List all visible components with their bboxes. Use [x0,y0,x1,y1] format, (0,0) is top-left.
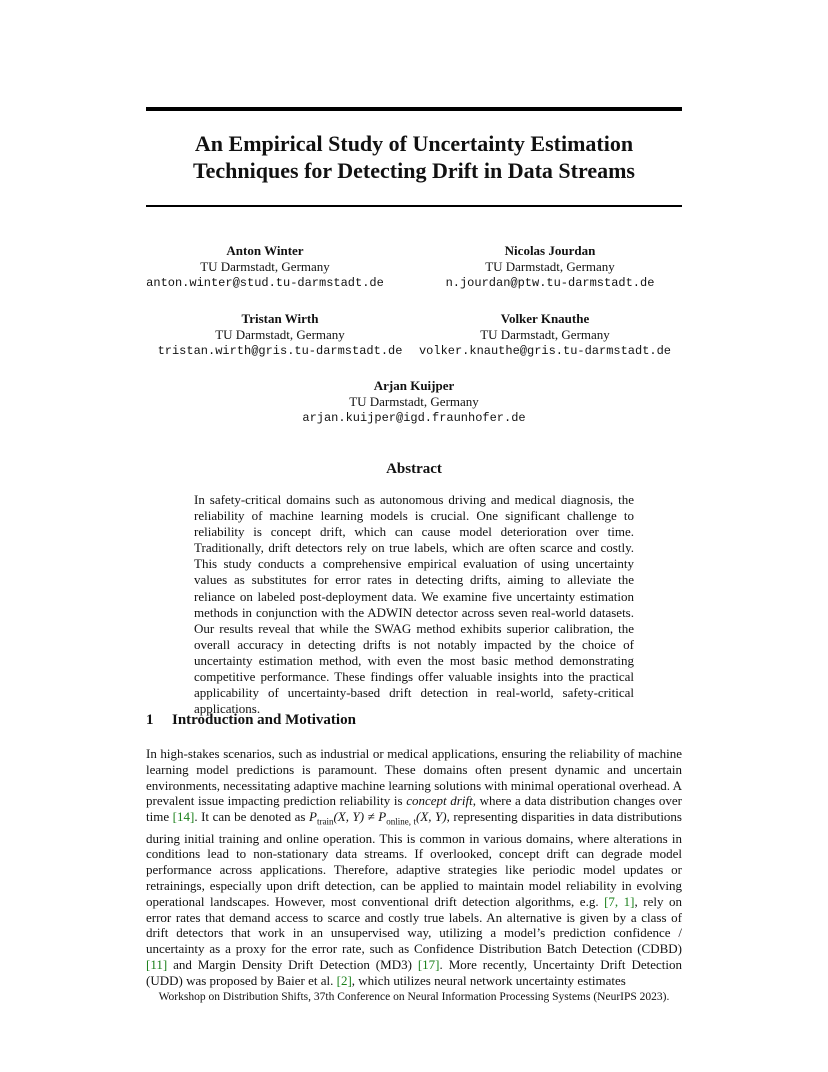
citation-link[interactable]: [14] [172,809,195,825]
section-heading [146,712,356,729]
author-name: Tristan Wirth [241,311,319,326]
paper-title [146,130,682,184]
author-affiliation: TU Darmstadt, Germany [215,327,345,342]
citation-link[interactable]: [7, 1] [604,893,635,909]
body-text: , which utilizes neural network uncertainty estimates [351,972,626,988]
author-block [264,378,564,426]
math-symbol: P [309,809,317,825]
author-affiliation: TU Darmstadt, Germany [480,327,610,342]
abstract-text: In safety-critical domains such as autonomous driving and medical diagnosis, the reliability of machine learning models is crucial. One significant challenge to reliability is concept drift, which can cause model deterioration over time. Traditionally, drift detectors rely on true labels, which are often scarce and costly. This study conducts a comprehensive empirical evaluation of using uncertainty values as substitutes for error rates in detecting drifts, aiming to alleviate the reliance on labeled post-deployment data. We examine five uncertainty estimation methods in conjunction with the ADWIN detector across seven real-world datasets. Our results reveal that while the SWAG method exhibits superior calibration, the overall accuracy in detecting drifts is not notably impacted by the choice of uncertainty estimation method, with even the most basic method demonstrating competitive performance. These findings offer valuable insights into the practical applicability of uncertainty-based drift detection in real-world, safety-critical applications. [194,492,634,717]
author-affiliation: TU Darmstadt, Germany [349,394,479,409]
abstract-heading: Abstract [386,461,442,477]
math-subscript: online, t [386,816,416,827]
author-name: Anton Winter [226,243,304,258]
author-email[interactable]: n.jourdan@ptw.tu-darmstadt.de [445,276,655,290]
author-name: Volker Knauthe [500,311,590,326]
section-title: Introduction and Motivation [172,712,356,728]
author-email[interactable]: tristan.wirth@gris.tu-darmstadt.de [157,344,403,358]
paper-title-line-1: An Empirical Study of Uncertainty Estimation [194,131,634,156]
author-affiliation: TU Darmstadt, Germany [200,259,330,274]
citation-link[interactable]: [2] [336,972,352,988]
section-body [146,746,682,989]
math-symbol: (X, Y) ≠ P [333,809,387,825]
author-affiliation: TU Darmstadt, Germany [485,259,615,274]
math-expression [309,809,447,827]
citation-link[interactable]: [11] [146,956,168,972]
body-emphasis: concept drift [406,793,473,809]
body-text: In high-stakes scenarios, such as industrial or medical applications, ensuring the reliability of machine learning model predictions is paramount. These domains often present dynamic and uncertain environments, necessitating adaptive machine learning solutions with minimal operational overhead. A prevalent issue impacting prediction reliability is [146,746,682,809]
body-text: , where a data distribution changes over time [146,793,682,825]
body-text: , rely on error rates that demand access to scarce and costly true labels. An alternative is given by a class of drift detectors that work in an unsupervised way, utilizing a model’s prediction confidence / uncertainty as a proxy for the error rate, such as Confidence Distribution Batch Detection (CDBD) [146,893,682,957]
paper-title-line-2: Techniques for Detecting Drift in Data Streams [193,158,635,183]
author-email[interactable]: volker.knauthe@gris.tu-darmstadt.de [418,344,672,358]
title-top-rule [146,107,682,111]
body-text: . It can be denoted as [194,809,309,825]
author-block [420,311,670,359]
math-subscript: train [316,816,334,827]
author-block [430,243,670,291]
author-email[interactable]: arjan.kuijper@igd.fraunhofer.de [302,411,526,425]
author-name: Nicolas Jourdan [504,243,596,258]
author-block [140,311,420,359]
body-text: , representing disparities in data distributions during initial training and online operation. This is common in various domains, where alterations in conditions lead to non-stationary data streams. If overlooked, concept drift can degrade model performance across applications. Therefore, adaptive strategies like periodic model updates or retrainings, especially upon drift detection, can be applied to maintain model reliability in evolving operational landscapes. However, most conventional drift detection algorithms, e.g. [146,809,682,909]
footer-note: Workshop on Distribution Shifts, 37th Conference on Neural Information Processing Systems (NeurIPS 2023). [158,991,670,1003]
section-number: 1 [146,712,154,728]
body-text: and Margin Density Drift Detection (MD3) [167,956,418,972]
citation-link[interactable]: [17] [417,956,440,972]
author-name: Arjan Kuijper [373,378,455,393]
author-block [146,243,384,291]
body-text: . More recently, Uncertainty Drift Detection (UDD) was proposed by Baier et al. [146,956,683,988]
author-email[interactable]: anton.winter@stud.tu-darmstadt.de [146,276,384,290]
math-symbol: (X, Y) [416,809,447,825]
title-bottom-rule [146,205,682,207]
